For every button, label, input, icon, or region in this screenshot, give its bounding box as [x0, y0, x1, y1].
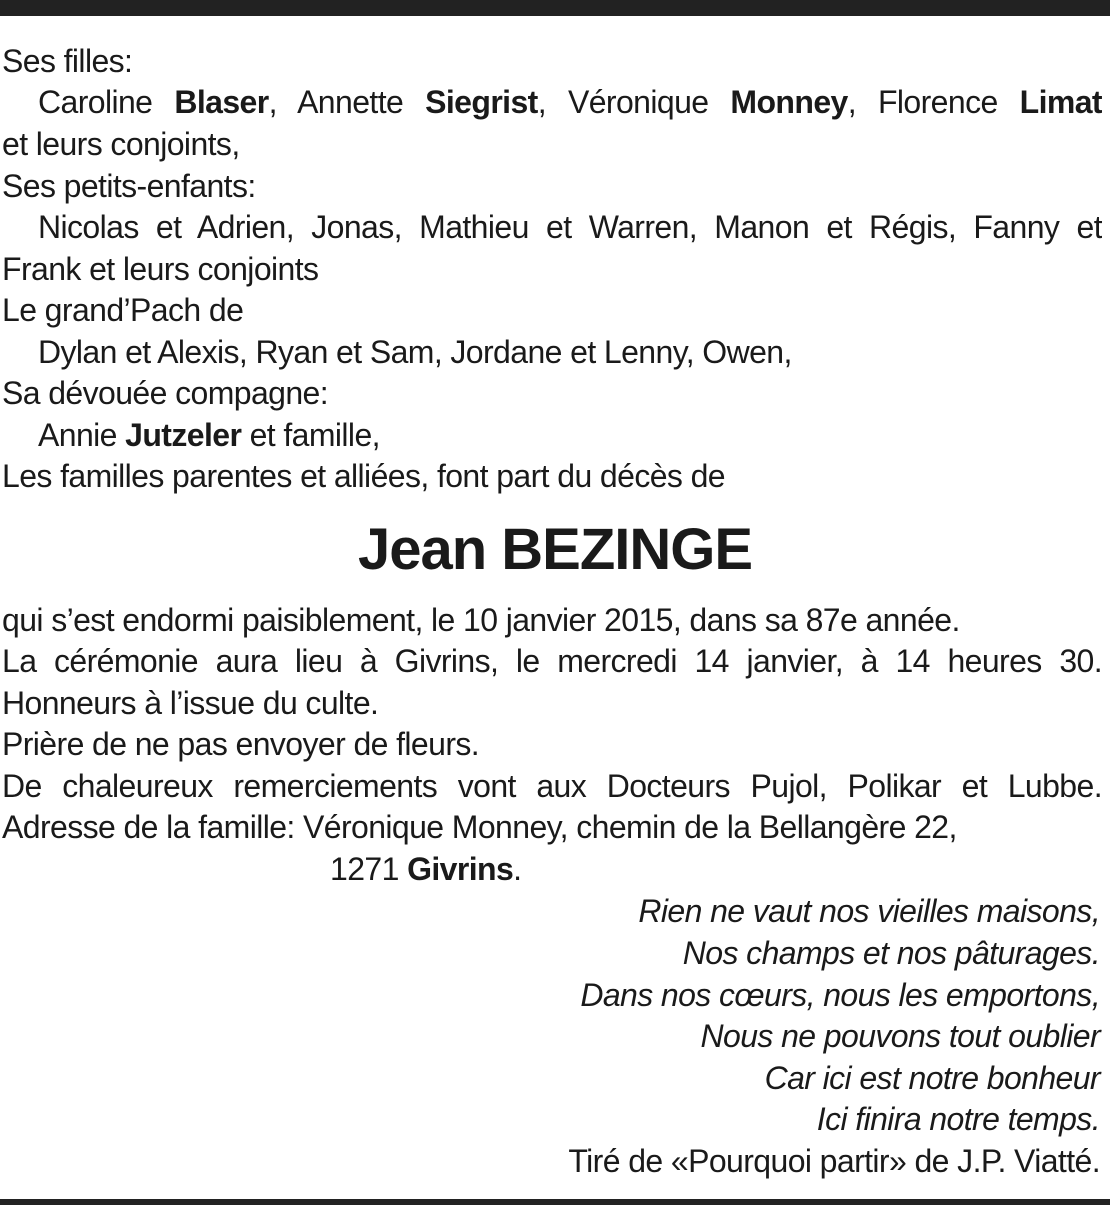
address-postcode: 1271 — [330, 851, 399, 887]
poem-line: Nous ne pouvons tout oublier — [700, 1018, 1100, 1054]
daughter-first-name: Florence — [877, 84, 998, 120]
daughter-first-name: Caroline — [38, 84, 153, 120]
poem-line: Dans nos cœurs, nous les emportons, — [580, 977, 1100, 1013]
poem-line: Ici finira notre temps. — [816, 1101, 1100, 1137]
great-grandchildren-names: Dylan et Alexis, Ryan et Sam, Jordane et Lenny, Owen, — [38, 334, 792, 370]
companion-first-name: Annie — [38, 417, 117, 453]
passing-line: qui s’est endormi paisiblement, le 10 janvier 2015, dans sa 87e année. — [2, 602, 960, 638]
daughter-first-name: Annette — [297, 84, 404, 120]
companion-suffix: et famille, — [249, 417, 380, 453]
ceremony-line: La cérémonie aura lieu à Givrins, le mercredi 14 janvier, à 14 heures 30. — [2, 643, 1102, 679]
daughters-label: Ses filles: — [2, 43, 133, 79]
address-town: Givrins — [407, 851, 514, 887]
flowers-line: Prière de ne pas envoyer de fleurs. — [2, 726, 480, 762]
daughters-suffix: et leurs conjoints, — [2, 126, 240, 162]
family-address-line-2: 1271 Givrins. — [330, 851, 522, 887]
grandchildren-label: Ses petits-enfants: — [2, 168, 256, 204]
deceased-name: Jean BEZINGE — [357, 517, 753, 582]
poem-line: Rien ne vaut nos vieilles maisons, — [638, 893, 1100, 929]
poem-line: Nos champs et nos pâturages. — [682, 935, 1100, 971]
companion-label: Sa dévouée compagne: — [2, 375, 329, 411]
daughters-names-line: Caroline Blaser, Annette Siegrist, Véronique Monney, Florence Limat — [38, 84, 1102, 120]
families-announcement: Les familles parentes et alliées, font part du décès de — [2, 458, 726, 494]
grandchildren-line-1: Nicolas et Adrien, Jonas, Mathieu et Warren, Manon et Régis, Fanny et — [38, 209, 1102, 245]
poem-line: Car ici est notre bonheur — [764, 1060, 1100, 1096]
great-grandchildren-label: Le grand’Pach de — [2, 292, 244, 328]
honours-line: Honneurs à l’issue du culte. — [2, 685, 379, 721]
daughter-first-name: Véronique — [567, 84, 709, 120]
poem-credit: Tiré de «Pourquoi partir» de J.P. Viatté. — [568, 1143, 1100, 1179]
daughter-last-name: Limat — [1019, 84, 1102, 120]
grandchildren-line-2: Frank et leurs conjoints — [2, 251, 319, 287]
companion-last-name: Jutzeler — [125, 417, 242, 453]
bottom-rule — [0, 1199, 1110, 1205]
top-rule — [0, 0, 1110, 16]
daughter-last-name: Siegrist — [425, 84, 538, 120]
daughter-last-name: Monney — [730, 84, 848, 120]
family-address-line-1: Adresse de la famille: Véronique Monney, chemin de la Bellangère 22, — [2, 809, 957, 845]
companion-line — [38, 415, 1102, 455]
daughter-last-name: Blaser — [174, 84, 269, 120]
thanks-line: De chaleureux remerciements vont aux Docteurs Pujol, Polikar et Lubbe. — [2, 768, 1102, 804]
